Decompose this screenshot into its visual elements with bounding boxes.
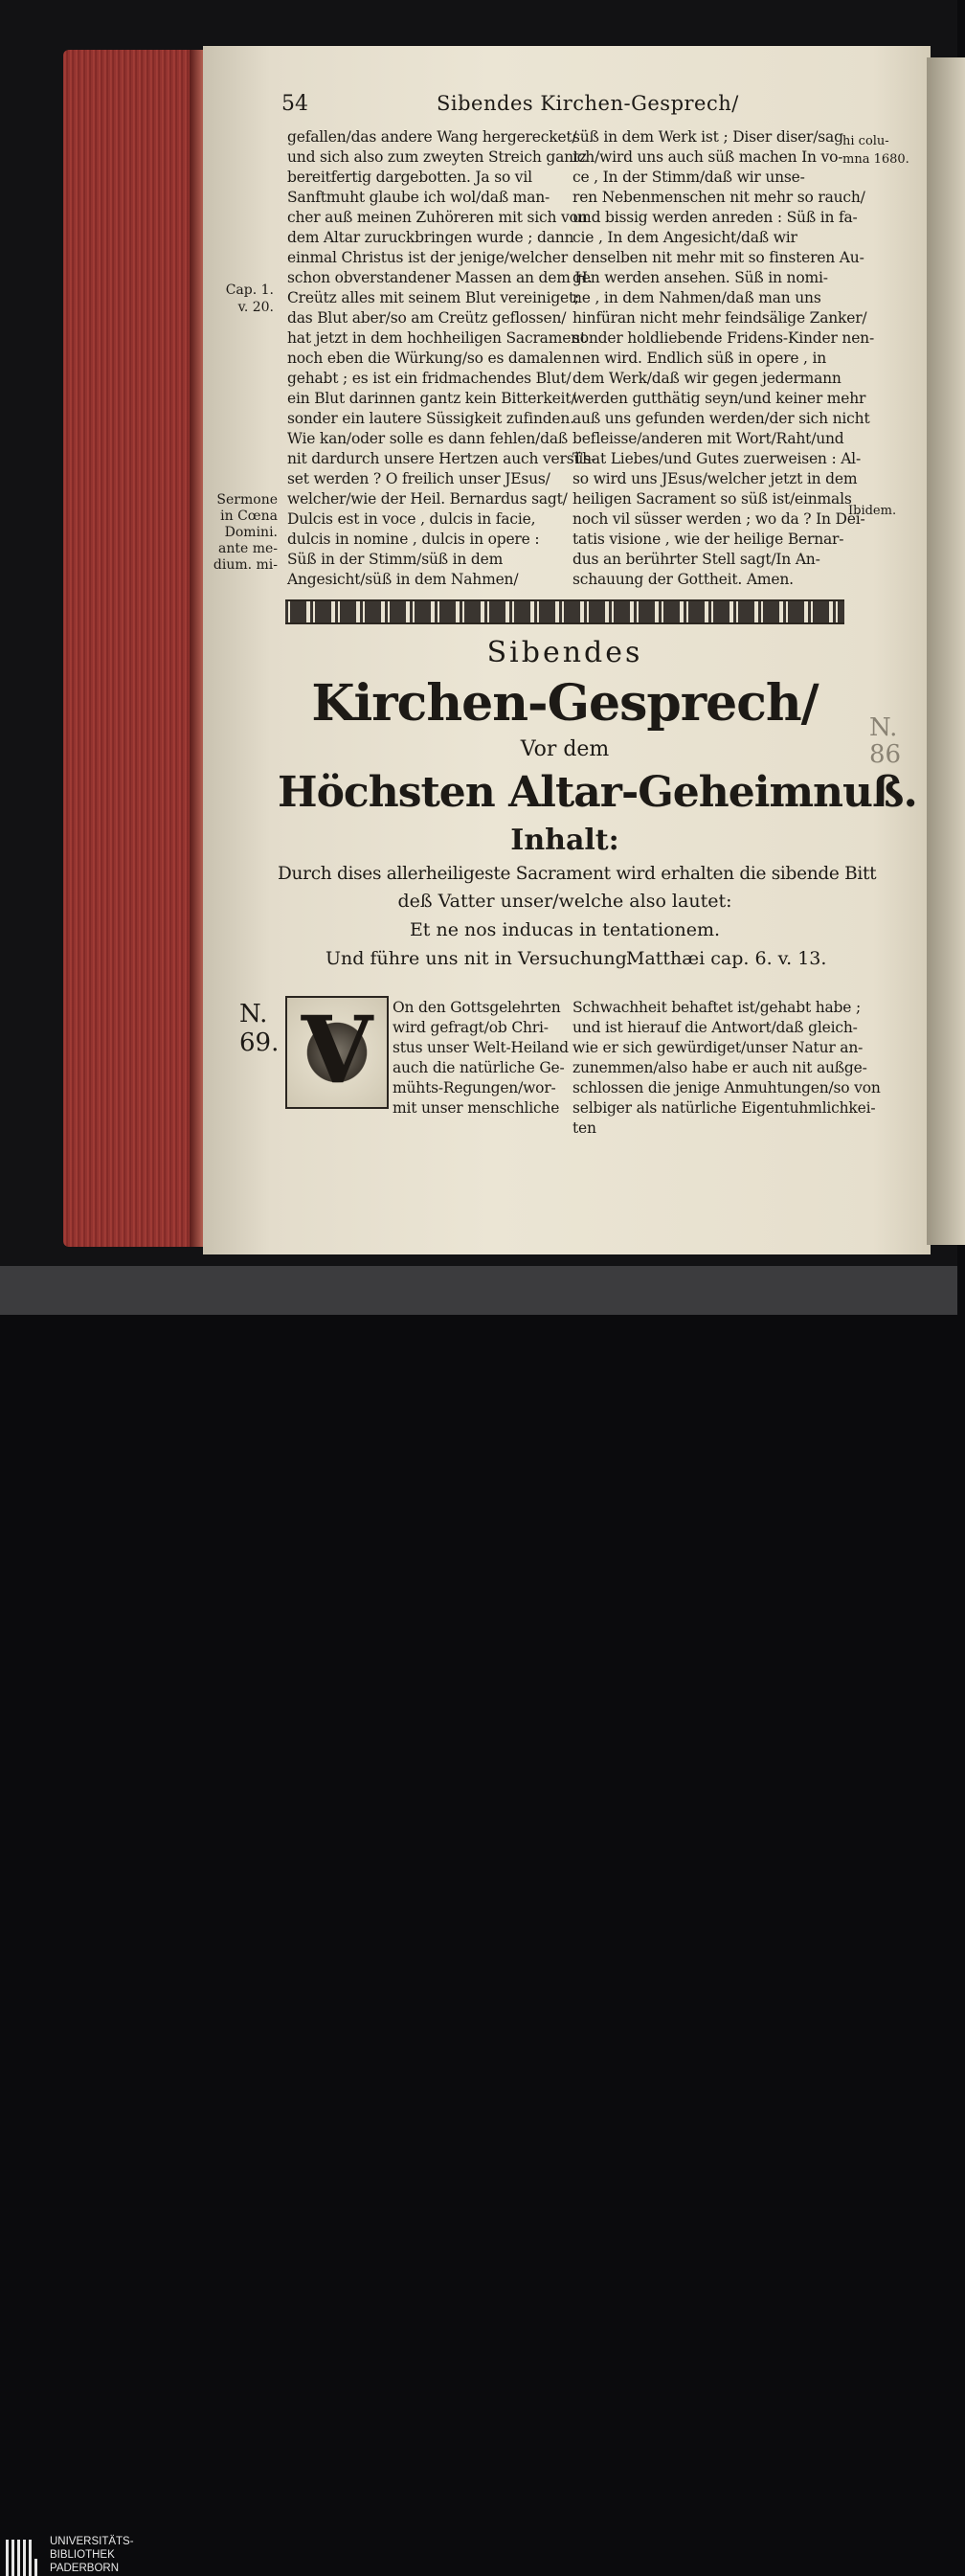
text-line: Dulcis est in voce , dulcis in facie, [287, 510, 536, 528]
text-line: gefallen/das andere Wang hergerecket/ [287, 128, 577, 146]
text-line: Schwachheit behaftet ist/gehabt habe ; [572, 999, 861, 1016]
section-number: N. 69. [239, 1000, 280, 1057]
text-line: bereitfertig dargebotten. Ja so vil [287, 169, 532, 186]
text-line: und sich also zum zweyten Streich gantz [287, 148, 587, 166]
text-line: ne , in dem Nahmen/daß man uns [572, 289, 821, 306]
text-line: cie , In dem Angesicht/daß wir [572, 229, 797, 246]
text-line: mit unser menschliche [393, 1099, 560, 1117]
text-line: ein Blut darinnen gantz kein Bitterkeit/ [287, 390, 576, 407]
text-line: Creütz alles mit seinem Blut vereiniget; [287, 289, 580, 306]
latin-quote: Et ne nos inducas in tentationem. [409, 919, 721, 940]
citation: Matthæi cap. 6. v. 13. [626, 948, 827, 969]
text-line: dulcis in nomine , dulcis in opere : [287, 531, 540, 548]
text-line: That Liebes/und Gutes zuerweisen : Al- [572, 450, 861, 467]
text-line: hat jetzt in dem hochheiligen Sacrament [287, 329, 586, 347]
text-line: und ist hierauf die Antwort/daß gleich- [572, 1019, 858, 1036]
text-line: cher auß meinen Zuhöreren mit sich von [287, 209, 588, 226]
library-name: UNIVERSITÄTS- BIBLIOTHEK PADERBORN [50, 2536, 134, 2574]
library-logo-icon [6, 2540, 44, 2576]
text-line: stus unser Welt-Heiland [393, 1039, 569, 1056]
text-line: Sanftmuht glaube ich wol/daß man- [287, 189, 550, 206]
text-line: werden gutthätig seyn/und keiner mehr [572, 390, 866, 407]
chapter-subtitle: Höchsten Altar-Geheimnuß. [278, 768, 917, 817]
chapter-subtitle-prefix: Vor dem [520, 737, 610, 761]
text-line: On den Gottsgelehrten [393, 999, 561, 1016]
text-line: schauung der Gottheit. Amen. [572, 571, 794, 588]
text-line: gehabt ; es ist ein fridmachendes Blut/ [287, 370, 572, 387]
text-line: wird gefragt/ob Chri- [393, 1019, 549, 1036]
margin-note-cap: Cap. 1. v. 20. [225, 282, 274, 315]
margin-note-sermone: Sermone in Cœna Domini. ante me- dium. mi- [213, 492, 278, 573]
text-line: schlossen die jenige Anmuhtungen/so von [572, 1079, 881, 1096]
text-line: Angesicht/süß in dem Nahmen/ [287, 571, 519, 588]
margin-note-ibidem: Ibidem. [848, 504, 897, 518]
inhalt-line-2: deß Vatter unser/welche also lautet: [397, 891, 732, 912]
margin-note-colu: hi colu- mna 1680. [842, 134, 909, 167]
text-line: ce , In der Stimm/daß wir unse- [572, 169, 805, 186]
german-quote: Und führe uns nit in Versuchung. [325, 948, 633, 969]
inhalt-line-1: Durch dises allerheiligeste Sacrament wird erhalten die sibende Bitt [278, 864, 877, 884]
text-line: und bissig werden anreden : Süß in fa- [572, 209, 858, 226]
text-line: hinfüran nicht mehr feindsälige Zanker/ [572, 309, 867, 327]
body-left-column [393, 998, 569, 1119]
text-line: nen wird. Endlich süß in opere , in [572, 350, 827, 367]
page-number: 54 [281, 92, 308, 116]
book-scan [0, 0, 957, 1266]
text-line: denselben nit mehr mit so finsteren Au- [572, 249, 864, 266]
text-line: einmal Christus ist der jenige/welcher [287, 249, 568, 266]
text-line: Süß in der Stimm/süß in dem [287, 551, 504, 568]
facing-page-fragment: N. 86 [869, 713, 902, 769]
text-line: gen werden ansehen. Süß in nomi- [572, 269, 828, 286]
body-right-column [572, 998, 881, 1139]
left-text-column [287, 127, 596, 590]
text-line: dem Werk/daß wir gegen jedermann [572, 370, 842, 387]
text-line: noch vil süsser werden ; wo da ? In Dei- [572, 510, 865, 528]
text-line: süß in dem Werk ist ; Diser diser/sag [572, 128, 843, 146]
text-line: mühts-Regungen/wor- [393, 1079, 556, 1096]
text-line: ich/wird uns auch süß machen In vo- [572, 148, 843, 166]
library-footer [0, 1266, 957, 2574]
text-line: welcher/wie der Heil. Bernardus sagt/ [287, 490, 568, 508]
text-line: auß uns gefunden werden/der sich nicht [572, 410, 870, 427]
decorated-initial: V [285, 996, 389, 1109]
text-line: dem Altar zuruckbringen wurde ; dann [287, 229, 574, 246]
text-line: selbiger als natürliche Eigentuhmlichkei- [572, 1099, 876, 1117]
text-line: tatis visione , wie der heilige Bernar- [572, 531, 844, 548]
text-line: auch die natürliche Ge- [393, 1059, 565, 1076]
chapter-ordinal: Sibendes [486, 636, 643, 669]
text-line: Wie kan/oder solle es dann fehlen/daß [287, 430, 569, 447]
text-line: noch eben die Würkung/so es damalen [287, 350, 572, 367]
page-edges [63, 50, 205, 1247]
text-line: wie er sich gewürdiget/unser Natur an- [572, 1039, 864, 1056]
running-title: Sibendes Kirchen-Gesprech/ [437, 92, 739, 115]
text-line: das Blut aber/so am Creütz geflossen/ [287, 309, 567, 327]
inhalt-heading: Inhalt: [510, 824, 619, 857]
text-line: heiligen Sacrament so süß ist/einmals [572, 490, 852, 508]
text-line: nit dardurch unsere Hertzen auch versüs- [287, 450, 596, 467]
text-line: sonder ein lautere Süssigkeit zufinden. [287, 410, 574, 427]
text-line: ten [572, 1119, 596, 1137]
chapter-title: Kirchen-Gesprech/ [311, 674, 819, 733]
text-line: dus an berührter Stell sagt/In An- [572, 551, 820, 568]
text-line: schon obverstandener Massen an dem H. [287, 269, 593, 286]
text-line: set werden ? O freilich unser JEsus/ [287, 470, 550, 487]
text-line: zunemmen/also habe er auch nit außge- [572, 1059, 867, 1076]
text-line: befleisse/anderen mit Wort/Raht/und [572, 430, 844, 447]
text-line: so wird uns JEsus/welcher jetzt in dem [572, 470, 858, 487]
text-line: sonder holdliebende Fridens-Kinder nen- [572, 329, 874, 347]
text-line: ren Nebenmenschen nit mehr so rauch/ [572, 189, 865, 206]
facing-page-edge [927, 57, 965, 1245]
ornamental-rule [285, 599, 844, 624]
